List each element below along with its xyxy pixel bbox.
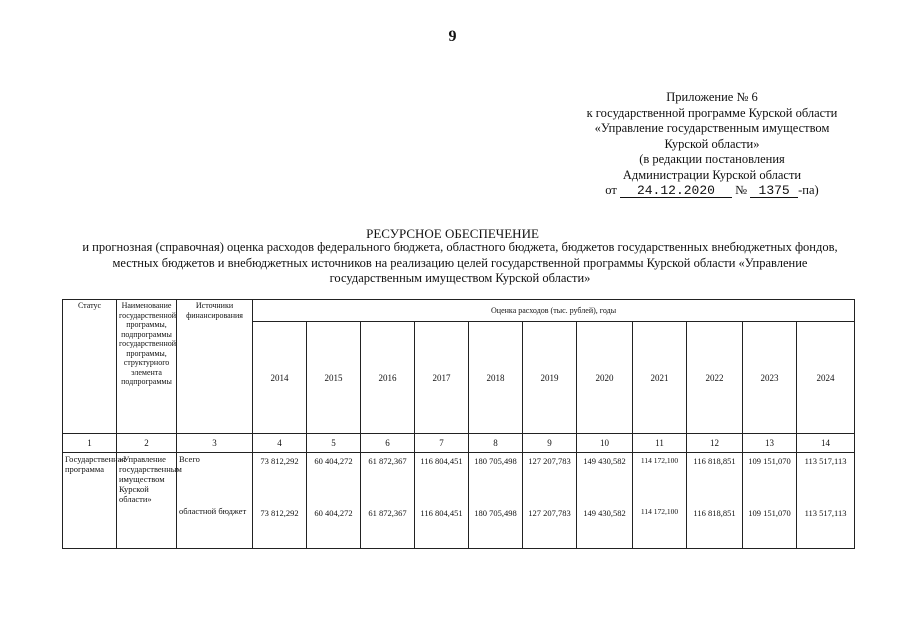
appendix-line: Приложение № 6 — [666, 90, 758, 104]
year-header: 2022 — [687, 322, 743, 434]
value-regional: 114 172,100 — [640, 507, 679, 516]
value-total: 61 872,367 — [368, 456, 407, 466]
resolution-line — [578, 183, 846, 199]
value-regional: 149 430,582 — [583, 508, 626, 518]
resolution-number: 1375 — [750, 184, 798, 198]
header-source: Источники финансирования — [177, 300, 253, 434]
value-total: 113 517,113 — [804, 456, 847, 466]
header-status: Статус — [63, 300, 117, 434]
document-title: РЕСУРСНОЕ ОБЕСПЕЧЕНИЕ — [366, 226, 539, 241]
year-header: 2019 — [523, 322, 577, 434]
value-total: 60 404,272 — [314, 456, 353, 466]
column-number: 7 — [415, 434, 469, 453]
column-number: 9 — [523, 434, 577, 453]
value-total: 73 812,292 — [260, 456, 299, 466]
value-cell — [633, 453, 687, 549]
column-number: 12 — [687, 434, 743, 453]
appendix-line: «Управление государственным имуществом — [594, 121, 830, 135]
value-total: 116 804,451 — [420, 456, 463, 466]
column-number: 6 — [361, 434, 415, 453]
column-number: 3 — [177, 434, 253, 453]
source-regional: областной бюджет — [179, 506, 247, 516]
header-name: Наименование государственной программы, подпрограммы государственной программы, структурного элемента подпрограммы — [117, 300, 177, 434]
value-total: 127 207,783 — [528, 456, 571, 466]
appendix-line: (в редакции постановления — [639, 152, 785, 166]
value-regional: 180 705,498 — [474, 508, 517, 518]
value-total: 180 705,498 — [474, 456, 517, 466]
row-sources — [177, 453, 253, 549]
year-header: 2016 — [361, 322, 415, 434]
value-cell — [687, 453, 743, 549]
value-regional: 127 207,783 — [528, 508, 571, 518]
year-header: 2021 — [633, 322, 687, 434]
source-total: Всего — [179, 454, 200, 464]
column-number: 13 — [743, 434, 797, 453]
column-number: 4 — [253, 434, 307, 453]
year-header: 2018 — [469, 322, 523, 434]
column-number: 2 — [117, 434, 177, 453]
appendix-line: к государственной программе Курской области — [586, 105, 838, 120]
row-name: «Управление государственным имуществом Курской области» — [117, 453, 177, 549]
resolution-date: 24.12.2020 — [620, 184, 732, 198]
value-cell — [415, 453, 469, 549]
value-total: 116 818,851 — [693, 456, 736, 466]
value-regional: 116 818,851 — [693, 508, 736, 518]
column-number: 10 — [577, 434, 633, 453]
resolution-suffix: -па) — [798, 183, 819, 197]
value-cell — [361, 453, 415, 549]
value-cell — [253, 453, 307, 549]
value-total: 109 151,070 — [748, 456, 791, 466]
column-number: 11 — [633, 434, 687, 453]
column-number: 14 — [797, 434, 855, 453]
value-cell — [797, 453, 855, 549]
year-header: 2015 — [307, 322, 361, 434]
value-cell — [743, 453, 797, 549]
document-subtitle: и прогнозная (справочная) оценка расходов федерального бюджета, областного бюджета, бюджетов государственных внебюджетных фондов, местных бюджетов и внебюджетных источников на реализацию целей государственной программы Курской области «Управление государственным имуществом Курской области» — [82, 240, 838, 285]
value-cell — [523, 453, 577, 549]
year-header: 2017 — [415, 322, 469, 434]
value-regional: 73 812,292 — [260, 508, 299, 518]
value-cell — [469, 453, 523, 549]
appendix-line: Курской области» — [664, 136, 760, 151]
value-regional: 113 517,113 — [804, 508, 847, 518]
appendix-block — [578, 90, 846, 199]
column-number: 5 — [307, 434, 361, 453]
column-number: 8 — [469, 434, 523, 453]
value-regional: 61 872,367 — [368, 508, 407, 518]
page-number: 9 — [448, 28, 457, 45]
value-total: 149 430,582 — [583, 456, 626, 466]
year-header: 2023 — [743, 322, 797, 434]
value-regional: 109 151,070 — [748, 508, 791, 518]
column-number: 1 — [63, 434, 117, 453]
from-label: от — [605, 183, 617, 197]
year-header: 2024 — [797, 322, 855, 434]
number-label: № — [735, 183, 748, 197]
value-total: 114 172,100 — [640, 456, 679, 465]
resource-table — [62, 299, 855, 549]
year-header: 2014 — [253, 322, 307, 434]
appendix-line: Администрации Курской области — [622, 167, 802, 182]
year-header: 2020 — [577, 322, 633, 434]
header-estimate: Оценка расходов (тыс. рублей), годы — [253, 300, 855, 322]
value-cell — [577, 453, 633, 549]
value-cell — [307, 453, 361, 549]
value-regional: 116 804,451 — [420, 508, 463, 518]
row-status: Государственная программа — [63, 453, 117, 549]
value-regional: 60 404,272 — [314, 508, 353, 518]
